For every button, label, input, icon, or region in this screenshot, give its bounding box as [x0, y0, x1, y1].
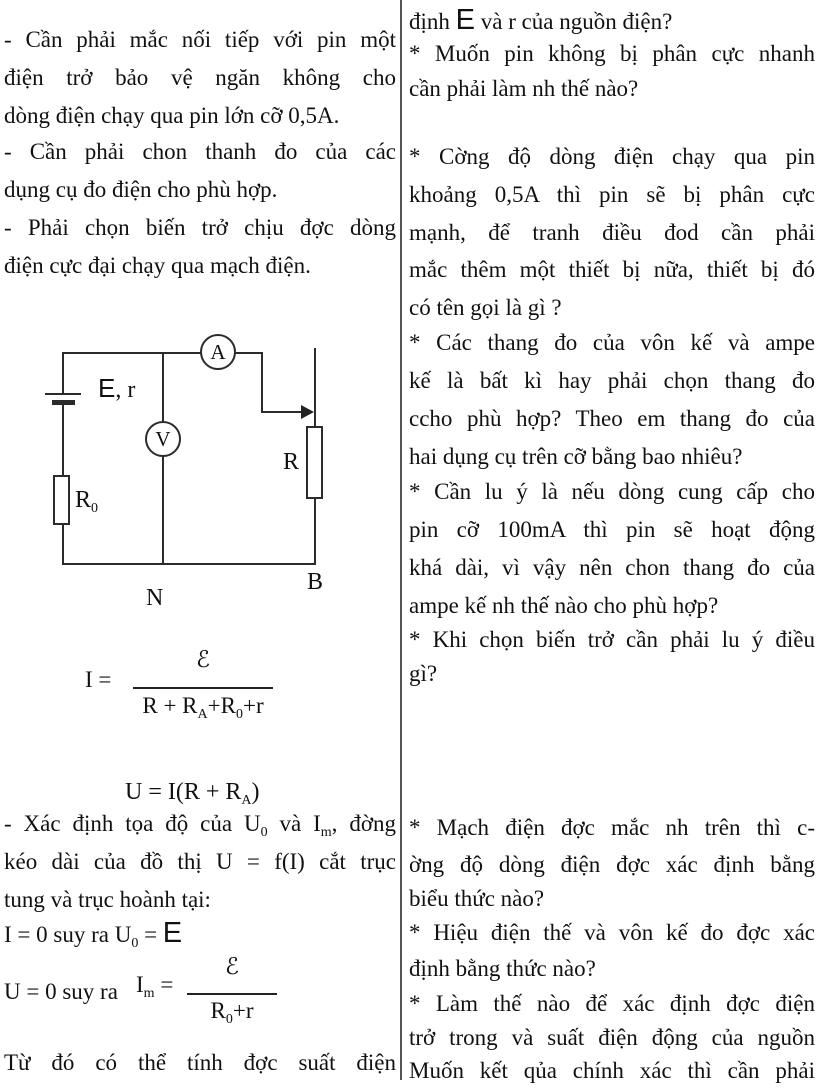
source-label [98, 373, 135, 405]
formula-voltage [125, 774, 260, 810]
sub-m: m [143, 986, 155, 1001]
text-line: có tên gọi là gì ? [409, 295, 562, 320]
voltmeter-label: V [155, 427, 171, 451]
text-part: , đờng [331, 811, 396, 836]
text-line: * Các thang đo của vôn kế và ampe [409, 330, 815, 355]
text-line: Từ đó có thể tính đợc suất điện [4, 1050, 396, 1075]
emf-symbol: ℰ [225, 954, 239, 980]
formula-denominator [133, 691, 273, 721]
den-sub: 0 [225, 1012, 233, 1027]
text-part: I = 0 suy ra U [4, 922, 132, 947]
text-line: kế là bất kì hay phải chọn thang đo [409, 368, 815, 393]
wire-ammeter-down [261, 352, 263, 413]
text-line: * Khi chọn biến trở cần phải lu ý điều [409, 627, 815, 652]
ammeter-icon [200, 334, 236, 370]
sub-zero: 0 [260, 825, 268, 840]
text-line: khá dài, vì vậy nên chon thang đo của [409, 555, 815, 580]
text-line: hai dụng cụ trên cỡ bằng bao nhiêu? [409, 444, 743, 469]
den-part: +r [232, 998, 254, 1023]
text-line: - Cần phải chon thanh đo của các [4, 139, 396, 164]
text-line [409, 2, 815, 40]
text-line: - Cần phải mắc nối tiếp với pin một [4, 27, 396, 52]
formula-lhs: I = [85, 667, 112, 692]
text-line: pin cỡ 100mA thì pin sẽ hoạt động [409, 517, 815, 542]
den-part: +r [242, 693, 264, 718]
i-symbol: I [136, 972, 144, 997]
rheostat-arrow-icon [301, 405, 314, 419]
node-n-label: N [146, 585, 164, 611]
text-line: điện trở bảo vệ ngăn không cho [4, 65, 396, 90]
wire-bottom [63, 563, 316, 565]
text-part: và r của nguồn điện? [474, 9, 673, 34]
wire-left-lower [62, 525, 64, 565]
text-line: gì? [409, 661, 438, 686]
voltmeter-icon [145, 421, 181, 457]
text-line: * Hiệu điện thế và vôn kế đo đợc xác [409, 920, 815, 945]
wire-left-middle [62, 405, 64, 475]
text-line: * Muốn pin không bị phân cực nhanh [409, 41, 815, 66]
text-line: kéo dài của đồ thị U = f(I) cắt trục [4, 849, 396, 874]
wire-slider [261, 411, 303, 413]
den-sub: A [197, 707, 208, 722]
den-part: R [210, 998, 226, 1023]
den-part: R + R [142, 693, 198, 718]
text-line: * Cần lu ý là nếu dòng cung cấp cho [409, 479, 815, 504]
formula-sub: A [241, 793, 252, 808]
sub-m: m [320, 825, 332, 840]
right-column [403, 0, 823, 1083]
formula-part: U = I(R + R [125, 779, 242, 805]
text-line: * Làm thế nào để xác định đợc điện [409, 991, 815, 1016]
text-line: dòng điện chạy qua pin lớn cỡ 0,5A. [4, 103, 340, 128]
text-line: * Mạch điện đợc mắc nh trên thì c- [409, 815, 815, 840]
text-part: = [138, 922, 163, 947]
emf-symbol: E [98, 373, 116, 403]
text-line: Muốn kết qủa chính xác thì cần phải [409, 1058, 815, 1083]
resistor-r0-icon [53, 475, 70, 525]
r0-base: R [75, 487, 92, 513]
text-line: định bằng thức nào? [409, 956, 596, 981]
text-line: tung và trục hoành tại: [4, 887, 211, 912]
ammeter-label: A [210, 340, 226, 364]
emf-symbol: ℰ [196, 647, 210, 673]
circuit-diagram [0, 305, 401, 617]
text-part: và I [267, 811, 321, 836]
text-line: mạnh, để tranh điều đod cần phải [409, 220, 815, 245]
den-sub: 0 [235, 707, 243, 722]
fraction-bar [187, 993, 277, 995]
resistor-r-icon [306, 426, 323, 499]
wire-voltmeter-branch [162, 352, 164, 565]
formula-current [0, 645, 401, 725]
node-b-label: B [307, 569, 324, 595]
text-part: định [409, 9, 456, 34]
text-line: cần phải làm nh thế nào? [409, 76, 639, 101]
internal-resistance-label: , r [115, 377, 136, 403]
equals: = [154, 972, 174, 997]
text-line: dụng cụ đo điện cho phù hợp. [4, 177, 278, 202]
wire-left-upper [62, 352, 64, 394]
r0-sub: 0 [91, 501, 99, 516]
formula-denominator [187, 996, 277, 1026]
battery-long-plate-icon [45, 393, 81, 395]
formula-part: ) [251, 779, 260, 805]
left-column [0, 0, 401, 1080]
text-part: - Xác định tọa độ của U [4, 811, 261, 836]
text-line: mắc thêm một thiết bị nữa, thiết bị đó [409, 257, 815, 282]
sub-zero: 0 [131, 936, 139, 951]
text-line: điện cực đại chạy qua mạch điện. [4, 253, 311, 278]
emf-symbol: E [455, 4, 475, 36]
text-line: ờng độ dòng điện đợc xác định bằng [409, 852, 815, 877]
emf-symbol: E [162, 917, 183, 949]
text-line: trở trong và suất điện động của nguồn [409, 1025, 815, 1050]
text-line: ccho phù hợp? Theo em thang đo của [409, 406, 815, 431]
text-line: - Phải chọn biến trở chịu đợc dòng [4, 215, 396, 240]
resistor-r0-label [75, 485, 98, 515]
den-part: +R [207, 693, 236, 718]
fraction-bar [133, 687, 273, 689]
text-line: biểu thức nào? [409, 886, 545, 911]
formula-prefix: U = 0 suy ra [4, 979, 118, 1004]
text-line [4, 806, 396, 844]
text-line: * Cờng độ dòng điện chạy qua pin [409, 144, 815, 169]
text-line: ampe kế nh thế nào cho phù hợp? [409, 593, 719, 618]
text-line: khoảng 0,5A thì pin sẽ bị phân cực [409, 182, 815, 207]
formula-lhs [136, 970, 173, 1000]
formula-im [0, 948, 401, 1028]
resistor-r-label: R [283, 449, 300, 475]
